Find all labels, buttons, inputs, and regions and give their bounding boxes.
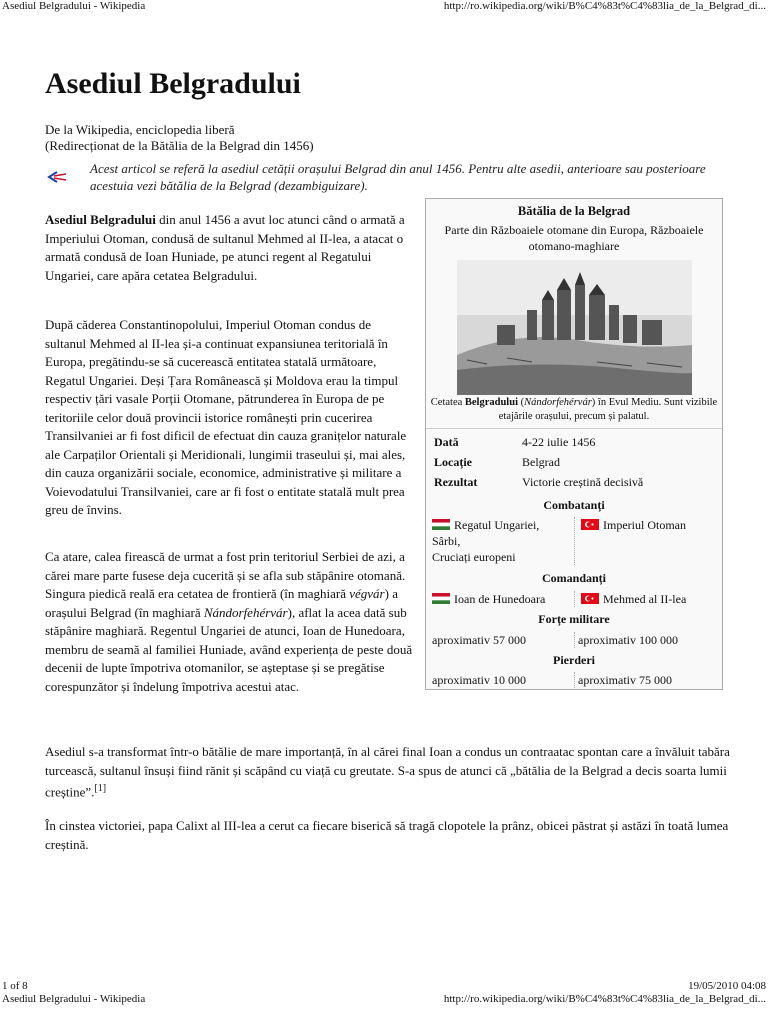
combatant-hungary[interactable]: Regatul Ungariei, — [454, 518, 540, 532]
intro-text: din anul 1456 a avut loc atunci când o armată a Imperiului Otoman, condusă de sultanul Mehmed al II-lea, a atacat o armată condusă de Ioan Huniade, pe atunci regent al Regatului Ungariei, care apăra cetatea Belgradului. — [45, 212, 405, 283]
infobox-title: Bătălia de la Belgrad — [517, 204, 631, 218]
section-combatants: Combatanți — [543, 498, 605, 512]
paragraph-context: După căderea Constantinopolului, Imperiul Otoman condus de sultanul Mehmed al II-lea și-a continuat expansiunea teritorială în Europa, pregătindu-se să cucerească entitatea statală următoare, Regatul Ungariei. Deși Țara Românească și Moldova erau la timpul respectiv țări vasale Porții Otomane, pătrunderea în Europa de pe teritoriile celor două provincii istorice românești prin cucerirea Transilvaniei ar fi fost dificil de efectuat din cauza granițelor naturale ale Carpaților Orientali și Meridionali, lungimii traseului și, mai ales, din cauza organizării sociale, economice, administrative și militare a Voievodatului Transilvaniei, care ar fi fost o entitate statală mult prea greu de învins. — [45, 317, 407, 517]
commander-mehmed[interactable]: Mehmed al II-lea — [603, 592, 687, 606]
section-losses: Pierderi — [553, 653, 595, 667]
combatant-crusaders[interactable]: Cruciați europeni — [432, 550, 516, 564]
ottoman-flag-icon — [581, 593, 599, 604]
caption-text-a: Cetatea — [430, 397, 465, 408]
page-count: 1 of 8 — [2, 980, 28, 992]
losses-left: aproximativ 10 000 — [432, 673, 526, 687]
battle-text: Asediul s-a transformat într-o bătălie de mare importanță, în al cărei final Ioan a condus un contraatac spontan care a învăluit tabăra turcească, sultanul însuși fiind rănit și scăpând cu viață cu greutate. S-a spus de atunci că „bătălia de la Belgrad a decis soarta lumii creștine”. — [45, 744, 730, 800]
term-nandorfehervar: Nándorfehérvár — [203, 604, 288, 620]
route-text-b: ) a orașului Belgrad (în maghiară — [45, 586, 398, 620]
losses-right: aproximativ 75 000 — [578, 673, 672, 687]
ottoman-flag-icon — [581, 519, 599, 530]
column-divider — [574, 517, 575, 565]
header-url: http://ro.wikipedia.org/wiki/B%C4%83t%C4%83lia_de_la_Belgrad_di... — [443, 0, 766, 12]
commander-right — [581, 591, 721, 607]
term-vegvar: végvár — [349, 586, 385, 601]
hungary-flag-icon — [432, 519, 450, 530]
print-timestamp: 19/05/2010 04:08 — [688, 980, 766, 992]
row-key: Rezultat — [434, 475, 478, 489]
paragraph-bells: În cinstea victoriei, papa Calixt al III-lea a cerut ca fiecare biserică să tragă clopotele la prânz, obicei păstrat și astăzi în toată lumea creștină. — [45, 818, 729, 852]
footer-page-title: Asediul Belgradului - Wikipedia — [2, 993, 146, 1005]
section-strength: Forțe militare — [538, 612, 610, 626]
combatant-serbs[interactable]: Sârbi, — [432, 534, 461, 548]
belgrade-engraving-image[interactable] — [457, 260, 692, 395]
infobox-divider — [426, 428, 722, 429]
row-key: Locație — [434, 455, 472, 469]
column-divider — [574, 672, 575, 688]
print-footer — [0, 980, 768, 994]
intro-bold-term: Asediul Belgradului — [45, 212, 156, 227]
hungary-flag-icon — [432, 593, 450, 604]
disambiguation-icon — [46, 170, 68, 184]
site-tagline: De la Wikipedia, enciclopedia liberă — [45, 122, 235, 137]
next-page-header — [0, 993, 768, 1007]
strength-left: aproximativ 57 000 — [432, 633, 526, 647]
strength-right: aproximativ 100 000 — [578, 633, 678, 647]
commander-left — [432, 591, 572, 607]
row-value: 4-22 iulie 1456 — [522, 435, 596, 449]
infobox — [425, 198, 723, 690]
print-header — [0, 0, 768, 14]
reference-link[interactable]: [1] — [94, 783, 107, 794]
column-divider — [574, 591, 575, 607]
route-text-c: ), aflat la acea dată sub stăpânire maghiară. Regentul Ungariei de atunci, Ioan de Hunedoara, membru de seamă al familiei Huniade, având experiența de peste două decenii de lupte împotriva otomanilor, se așteptase și se pregătise corespunzător și îndelung împotriva acestui atac. — [45, 604, 413, 694]
page-title: Asediul Belgradului — [45, 67, 301, 100]
paragraph-battle — [45, 743, 745, 802]
route-text-a: Ca atare, calea firească de urmat a fost prin teritoriul Serbiei de azi, a cărei mare parte fusese deja cucerită și se afla sub stăpânire otomană. Singura piedică reală era cetatea de frontieră (în maghiară — [45, 549, 406, 601]
footer-url: http://ro.wikipedia.org/wiki/B%C4%83t%C4%83lia_de_la_Belgrad_di... — [443, 993, 766, 1005]
caption-text-b: ( — [518, 397, 525, 408]
caption-bold: Belgradului — [464, 397, 518, 408]
paragraph-intro — [45, 211, 410, 285]
commander-hunyadi[interactable]: Ioan de Hunedoara — [454, 592, 546, 606]
paragraph-route — [45, 548, 413, 696]
combatant-ottoman[interactable]: Imperiul Otoman — [603, 518, 686, 532]
image-caption — [426, 396, 722, 424]
header-page-title: Asediul Belgradului - Wikipedia — [2, 0, 146, 12]
caption-italic: Nándorfehérvár — [524, 397, 592, 408]
caption-text-c: ) în Evul Mediu. Sunt vizibile etajările orașului, precum și palatul. — [498, 397, 718, 422]
combatants-left — [432, 517, 572, 565]
row-value[interactable]: Belgrad — [522, 455, 560, 469]
section-commanders: Comandanți — [541, 571, 606, 585]
infobox-part-of: Parte din Războaiele otomane din Europa, Războaiele otomano-maghiare — [444, 223, 704, 253]
column-divider — [574, 632, 575, 648]
combatants-right — [581, 517, 721, 533]
hatnote: Acest articol se referă la asediul cetății orașului Belgrad din anul 1456. Pentru alte asedii, anterioare sau posterioare acestuia vezi bătălia de la Belgrad (dezambiguizare). — [90, 161, 706, 193]
redirect-notice: (Redirecționat de la Bătălia de la Belgrad din 1456) — [45, 138, 314, 153]
row-key: Dată — [434, 435, 459, 449]
row-value: Victorie creștină decisivă — [522, 475, 644, 489]
